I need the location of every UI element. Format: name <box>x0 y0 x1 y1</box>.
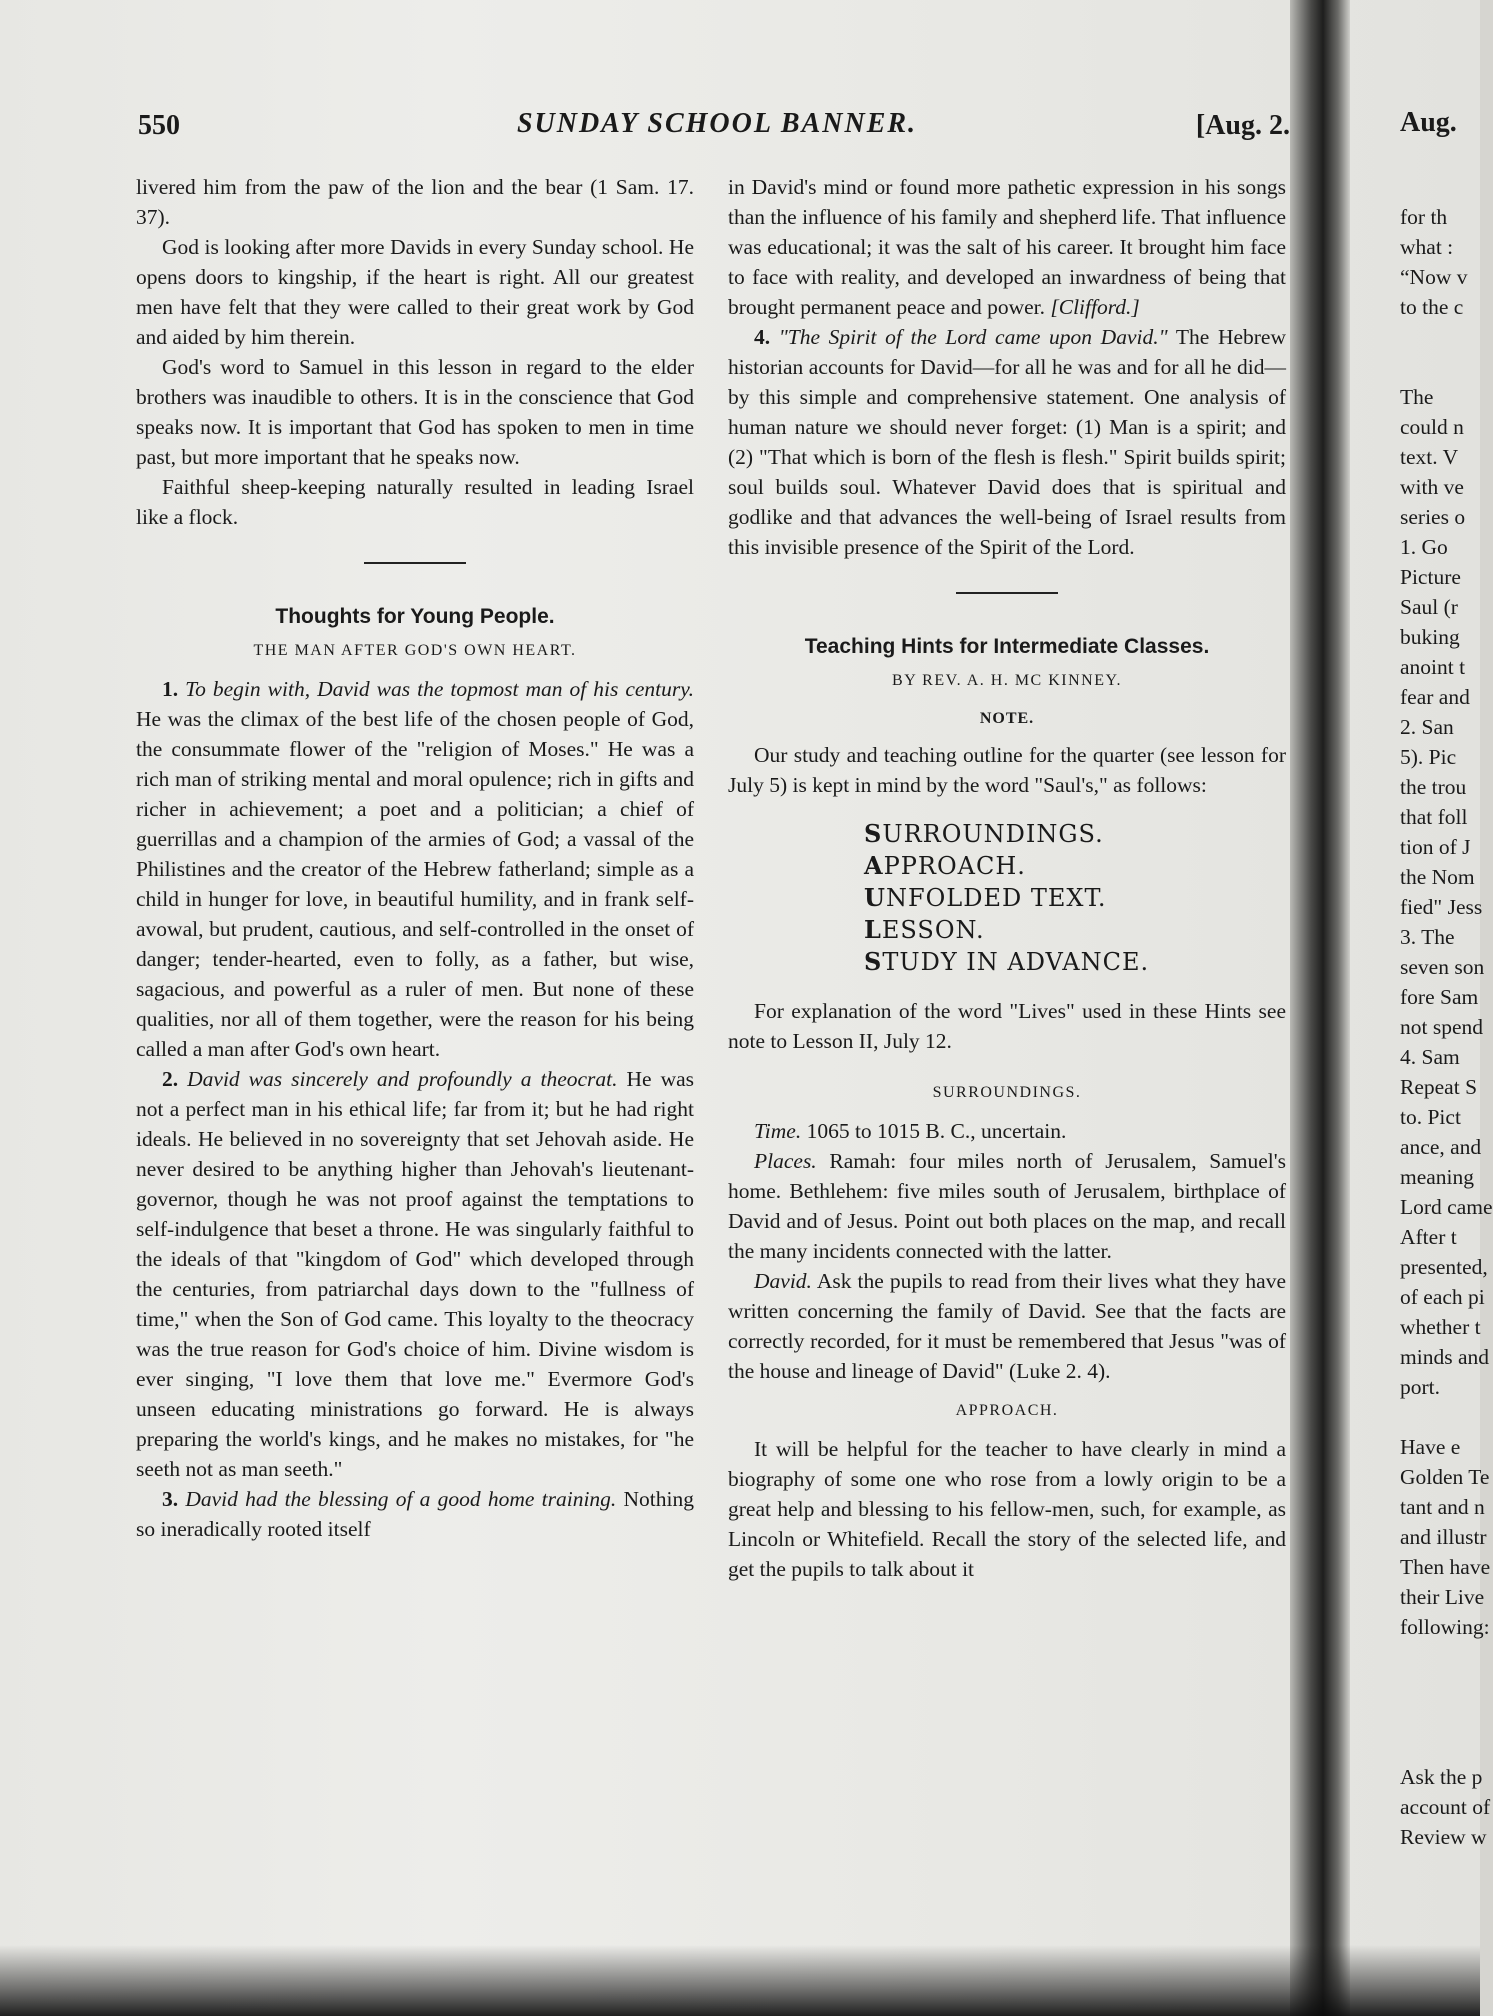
right-column <box>728 172 1286 1584</box>
next-page-line: of each pi <box>1400 1285 1485 1309</box>
next-page-line <box>1400 1732 1480 1762</box>
next-page-line: that foll <box>1400 805 1468 829</box>
next-page-line: the trou <box>1400 775 1467 799</box>
label: Time. <box>754 1119 802 1143</box>
next-page-line: minds and <box>1400 1345 1489 1369</box>
header-date: [Aug. 2. <box>1195 110 1290 141</box>
label: Places. <box>754 1149 817 1173</box>
numbered-paragraph <box>136 1064 694 1484</box>
numbered-paragraph <box>136 1484 694 1544</box>
next-page-line: presented, <box>1400 1255 1488 1279</box>
labeled-paragraph <box>728 1146 1286 1266</box>
next-page-line: the Nom <box>1400 865 1475 889</box>
label-text: Ask the pupils to read from their lives what they have written concerning the family of David. See that the facts are correctly recorded, for it must be remembered that Jesus "was of the house and lineage of David" (Luke 2. 4). <box>728 1269 1286 1383</box>
label: David. <box>754 1269 812 1293</box>
next-page-line: with ve <box>1400 475 1464 499</box>
item-number: 2. <box>162 1067 179 1091</box>
next-page-line <box>1400 1672 1480 1702</box>
outline-item <box>864 818 1286 850</box>
item-heading: "The Spirit of the Lord came upon David." <box>778 325 1168 349</box>
note-heading: NOTE. <box>979 710 1035 727</box>
item-text: The Hebrew historian accounts for David—for all he was and for all he did—by this simple and comprehensive statement. One analysis of human nature we should never forget: (1) Man is a spirit; and (2) "That which is born of the flesh is flesh." Spirit builds spirit; soul builds soul. Whatever David does that is spiritual and godlike and that advances the well-being of Israel results from this invisible presence of the Spirit of the Lord. <box>728 325 1286 559</box>
outline-initial: U <box>864 883 886 912</box>
outline-list <box>864 818 1286 978</box>
next-page-line: their Live <box>1400 1585 1485 1609</box>
outline-initial: S <box>864 819 883 848</box>
next-page-line: to the c <box>1400 295 1464 319</box>
next-page-line: 5). Pic <box>1400 745 1457 769</box>
next-page-line: 1. Go <box>1400 535 1448 559</box>
next-page-line: text. V <box>1400 445 1459 469</box>
next-page-edge <box>1400 107 1493 1968</box>
paragraph: Our study and teaching outline for the quarter (see lesson for July 5) is kept in mind by the word "Saul's," as follows: <box>728 743 1286 797</box>
next-page-line: 3. The <box>1400 925 1455 949</box>
outline-item <box>864 850 1286 882</box>
numbered-paragraph <box>728 322 1286 562</box>
next-page-line: Aug. <box>1400 107 1457 138</box>
approach-heading: APPROACH. <box>955 1402 1059 1419</box>
outline-item <box>864 914 1286 946</box>
next-page-line: Golden Te <box>1400 1465 1490 1489</box>
paragraph <box>728 172 1286 322</box>
next-page-line: Ask the p <box>1400 1765 1483 1789</box>
next-page-line: to. Pict <box>1400 1105 1461 1129</box>
outline-initial: A <box>864 851 884 880</box>
next-page-line: Repeat S <box>1400 1075 1478 1099</box>
next-page-line: series o <box>1400 505 1466 529</box>
item-heading: David was sincerely and profoundly a theocrat. <box>187 1067 618 1091</box>
next-page-line <box>1400 1402 1480 1432</box>
outline-rest: TUDY IN ADVANCE. <box>882 948 1150 976</box>
outline-initial: S <box>864 947 883 976</box>
next-page-line: The <box>1400 385 1434 409</box>
numbered-paragraph <box>136 674 694 1064</box>
outline-rest: ESSON. <box>881 916 985 944</box>
section-title: Thoughts for Young People. <box>275 605 555 628</box>
item-text: Nothing so ineradically rooted itself <box>136 1487 694 1541</box>
next-page-line: Picture <box>1400 565 1461 589</box>
next-page-line: and illustr <box>1400 1525 1487 1549</box>
paragraph-text: in David's mind or found more pathetic expression in his songs than the influence of his family and shepherd life. That influence was educational; it was the salt of his career. It brought him face to face with reality, and developed an inwardness of being that brought permanent peace and power. <box>728 175 1286 319</box>
scan-shadow <box>0 1945 1480 2016</box>
page-header <box>138 108 1296 148</box>
outline-item <box>864 882 1286 914</box>
byline: BY REV. A. H. MC KINNEY. <box>892 672 1122 689</box>
labeled-paragraph <box>728 1266 1286 1386</box>
next-page-line: following: <box>1400 1615 1490 1639</box>
next-page-line: what : <box>1400 235 1454 259</box>
paragraph: livered him from the paw of the lion and the bear (1 Sam. 17. 37). <box>136 175 694 229</box>
item-text: He was the climax of the best life of the chosen people of God, the consummate flower of the "religion of Moses." He was a rich man of striking mental and moral opulence; rich in gifts and richer in achievement; a poet and a politician; a chief of guerrillas and a champion of the armies of God; a vassal of the Philistines and the creator of the Hebrew fatherland; simple as a child in hunger for love, in beautiful humility, and in frank self-avowal, but prudent, cautious, and self-controlled in the onset of danger; tender-hearted, even to folly, as a father, but wise, sagacious, and powerful as a ruler of men. But none of these qualities, nor all of them together, were the reason for his being called a man after God's own heart. <box>136 707 694 1061</box>
label-text: Ramah: four miles north of Jerusalem, Samuel's home. Bethlehem: five miles south of Jerusalem, birthplace of David and of Jesus. Point out both places on the map, and recall the many incidents connected with the latter. <box>728 1149 1287 1263</box>
paragraph: Faithful sheep-keeping naturally resulted in leading Israel like a flock. <box>136 475 694 529</box>
next-page-line: fear and <box>1400 685 1470 709</box>
next-page-line: whether t <box>1400 1315 1481 1339</box>
next-page-line: for th <box>1400 205 1448 229</box>
surroundings-heading: SURROUNDINGS. <box>932 1084 1082 1101</box>
next-page-line: port. <box>1400 1375 1441 1399</box>
next-page-line: account of <box>1400 1795 1491 1819</box>
next-page-line: anoint t <box>1400 655 1466 679</box>
next-page-line: buking <box>1400 625 1460 649</box>
next-page-line <box>1400 172 1480 202</box>
next-page-line: 2. San <box>1400 715 1454 739</box>
next-page-line: Review w <box>1400 1825 1487 1849</box>
label-text: 1065 to 1015 B. C., uncertain. <box>806 1119 1067 1143</box>
item-heading: To begin with, David was the topmost man of his century. <box>185 677 694 701</box>
next-page-line: Lord came <box>1400 1195 1493 1219</box>
outline-item <box>864 946 1286 978</box>
labeled-paragraph <box>728 1116 1286 1146</box>
item-heading: David had the blessing of a good home training. <box>185 1487 617 1511</box>
next-page-line: Have e <box>1400 1435 1461 1459</box>
page-number: 550 <box>138 110 180 141</box>
attribution: [Clifford.] <box>1050 295 1140 319</box>
next-page-line: meaning <box>1400 1165 1475 1189</box>
outline-initial: L <box>864 915 882 944</box>
left-column <box>136 172 694 1544</box>
paragraph: God's word to Samuel in this lesson in regard to the elder brothers was inaudible to others. It is in the conscience that God speaks now. It is important that God has spoken to men in time past, but more important that he speaks now. <box>136 355 694 469</box>
next-page-line <box>1400 1702 1480 1732</box>
next-page-line <box>1400 1642 1480 1672</box>
item-text: He was not a perfect man in his ethical life; far from it; but he had right ideals. He believed in no sovereignty that set Jehovah aside. He never desired to be anything higher than Jehovah's lieutenant-governor, though he was not proof against the temptations to self-indulgence that beset a throne. He was singularly faithful to the ideals of that "kingdom of God" which developed through the centuries, from patriarchal days down to the "fullness of time," when the Son of God came. This loyalty to the theocracy was the true reason for God's choice of him. Divine wisdom is ever singing, "I love them that love me." Evermore God's unseen educating ministrations go forward. He is always preparing the world's kings, and he makes no mistakes, for "he seeth not as man seeth." <box>136 1067 695 1481</box>
next-page-line: ance, and <box>1400 1135 1482 1159</box>
outline-rest: URROUNDINGS. <box>882 820 1104 848</box>
next-page-line: tant and n <box>1400 1495 1485 1519</box>
paragraph: It will be helpful for the teacher to have clearly in mind a biography of some one who rose from a lowly origin to be a great help and blessing to his fellow-men, such, for example, as Lincoln or Whitefield. Recall the story of the selected life, and get the pupils to talk about it <box>728 1437 1286 1581</box>
next-page-line: fore Sam <box>1400 985 1479 1009</box>
item-number: 1. <box>162 677 179 701</box>
paragraph: For explanation of the word "Lives" used in these Hints see note to Lesson II, July 12. <box>728 999 1286 1053</box>
next-page-line <box>1400 352 1480 382</box>
section-divider <box>364 562 466 564</box>
item-number: 4. <box>754 325 771 349</box>
next-page-line: 4. Sam <box>1400 1045 1460 1069</box>
next-page-line: After t <box>1400 1225 1457 1249</box>
next-page-line: Saul (r <box>1400 595 1458 619</box>
section-divider <box>956 592 1058 594</box>
outline-rest: NFOLDED TEXT. <box>885 884 1107 912</box>
section-subtitle: THE MAN AFTER GOD'S OWN HEART. <box>253 642 577 659</box>
running-title: SUNDAY SCHOOL BANNER. <box>516 108 918 139</box>
next-page-line: not spend <box>1400 1015 1484 1039</box>
book-gutter <box>1290 0 1350 2016</box>
paragraph: God is looking after more Davids in every Sunday school. He opens doors to kingship, if the heart is right. All our greatest men have felt that they were called to their great work by God and aided by him therein. <box>136 235 694 349</box>
next-page-line: Then have <box>1400 1555 1491 1579</box>
section-title: Teaching Hints for Intermediate Classes. <box>804 635 1210 658</box>
next-page-line: fied" Jess <box>1400 895 1483 919</box>
next-page-line: tion of J <box>1400 835 1471 859</box>
next-page-line: “Now v <box>1400 265 1468 289</box>
next-page-line: seven son <box>1400 955 1485 979</box>
item-number: 3. <box>162 1487 179 1511</box>
outline-rest: PPROACH. <box>883 852 1026 880</box>
next-page-line <box>1400 322 1480 352</box>
next-page-line: could n <box>1400 415 1464 439</box>
